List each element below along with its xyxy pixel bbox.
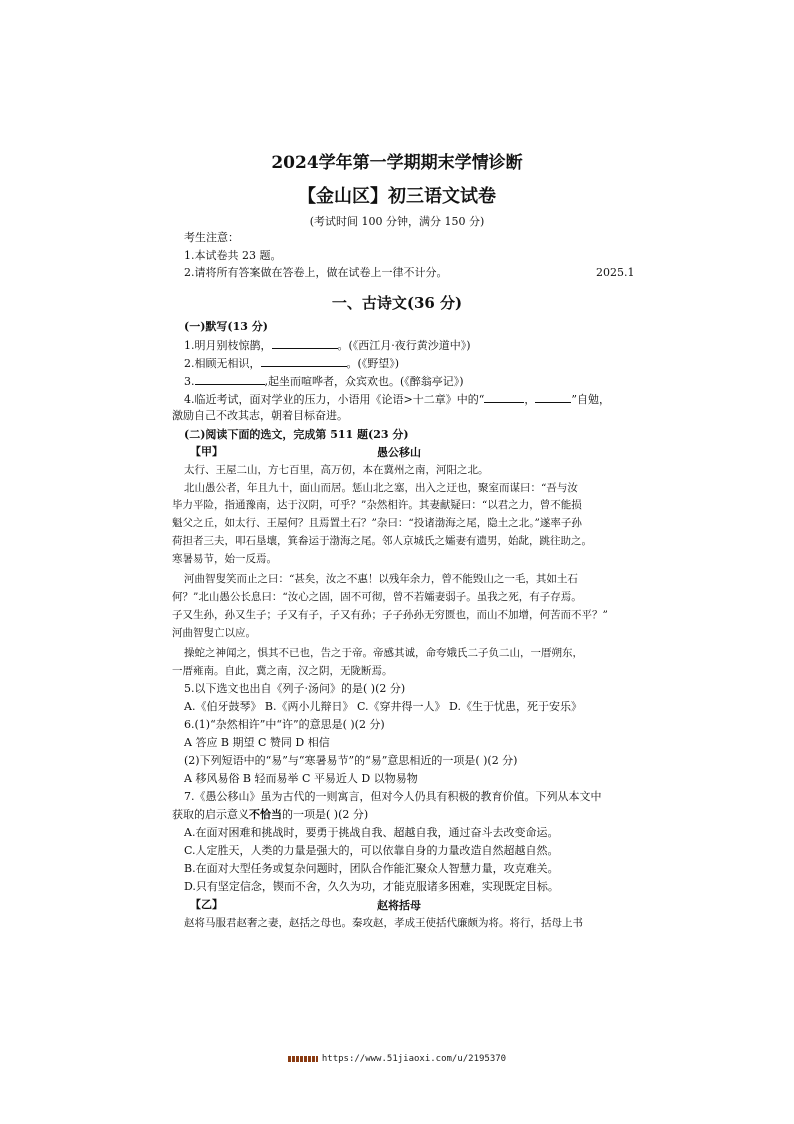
question-7-cont: [172, 807, 368, 823]
q1-prefix: 1.明月别枝惊鹊，: [184, 339, 272, 352]
part1-heading: (一)默写(13 分): [184, 320, 268, 333]
yi-para-1-line-1: 赵将马服君赵奢之妻，赵括之母也。秦攻赵，孝成王使括代廉颇为将。将行，括母上书: [184, 917, 583, 929]
footer-url[interactable]: https://www.51jiaoxi.com/u/2195370: [321, 1054, 507, 1064]
jia-para-3-line-1: 河曲智叟笑而止之曰：“甚矣，汝之不惠！以残年余力，曾不能毁山之一毛，其如土石: [184, 573, 578, 585]
q4-answer-blank-2[interactable]: [535, 391, 571, 403]
passage-yi-title: 赵将括母: [377, 899, 421, 912]
q1-answer-blank[interactable]: [272, 337, 338, 349]
jia-para-4-line-2: 一厝雍南。自此，冀之南，汉之阴，无陇断焉。: [172, 665, 393, 677]
q7-emphasis: 不恰当: [249, 808, 282, 821]
question-7-option-a: A.在面对困难和挑战时，要勇于挑战自我、超越自我，通过奋斗去改变命运。: [184, 826, 559, 839]
notes-heading: 考生注意：: [184, 231, 239, 244]
jia-para-3-line-2: 何？”北山愚公长息曰：“汝心之固，固不可彻，曾不若孀妻弱子。虽我之死，有子存焉。: [172, 591, 582, 603]
question-6-2: (2)下列短语中的“易”与“寒暑易节”的“易”意思相近的一项是( )(2 分): [184, 754, 518, 767]
question-1: [184, 337, 471, 354]
passage-jia-title: 愚公移山: [377, 446, 421, 459]
question-3: [184, 373, 464, 390]
q3-answer-blank[interactable]: [195, 373, 265, 385]
site-logo-icon: [288, 1056, 318, 1062]
question-7-option-b: B.在面对大型任务或复杂问题时，团队合作能汇聚众人智慧力量，攻克难关。: [184, 862, 559, 875]
q1-suffix: 。(《西江月·夜行黄沙道中》): [337, 339, 471, 352]
jia-para-2-line-3: 魁父之丘，如太行、王屋何？且焉置土石？”杂曰：“投诸渤海之尾，隐土之北。”遂率子孙: [172, 517, 582, 529]
q4-suffix: ”自勉，: [571, 393, 610, 406]
question-4-cont: 激励自己不改其志，朝着目标奋进。: [172, 409, 348, 422]
jia-para-2-line-2: 毕力平险，指通豫南，达于汉阴，可乎？”杂然相许。其妻献疑曰：“以君之力，曾不能损: [172, 499, 582, 511]
question-6-1: 6.(1)“杂然相许”中“许”的意思是( )(2 分): [184, 718, 385, 731]
q3-suffix: ,起坐而喧哗者，众宾欢也。(《醉翁亭记》): [264, 375, 464, 388]
question-7-option-d: D.只有坚定信念，锲而不舍，久久为功，才能克服诸多困难，实现既定目标。: [184, 880, 559, 893]
jia-para-2-line-4: 荷担者三夫，叩石垦壤，箕畚运于渤海之尾。邻人京城氏之孀妻有遗男，始龀，跳往助之。: [172, 535, 592, 547]
jia-para-4-line-1: 操蛇之神闻之，惧其不已也，告之于帝。帝感其诚，命夸娥氏二子负二山，一厝朔东，: [184, 647, 583, 659]
note-2: 2.请将所有答案做在答卷上，做在试卷上一律不计分。: [184, 266, 448, 279]
section-title: 一、古诗文(36 分): [331, 294, 463, 312]
note-1: 1.本试卷共 23 题。: [184, 249, 282, 262]
question-6-1-options: A 答应 B 期望 C 赞同 D 相信: [184, 736, 330, 749]
passage-jia-label: 【甲】: [190, 445, 223, 458]
q4-answer-blank-1[interactable]: [484, 391, 524, 403]
q3-prefix: 3.: [184, 375, 195, 388]
q4-comma: ，: [524, 393, 536, 406]
q4-prefix: 4.临近考试，面对学业的压力，小语用《论语>十二章》中的“: [184, 393, 485, 406]
exam-date: 2025.1: [596, 266, 635, 279]
jia-para-2-line-1: 北山愚公者，年且九十，面山而居。惩山北之塞，出入之迂也，聚室而谋曰：“吾与汝: [184, 482, 578, 494]
passage-yi-label: 【乙】: [190, 898, 223, 911]
question-5-options: A.《伯牙鼓琴》 B.《两小儿辩日》 C.《穿井得一人》 D.《生于忧患，死于安乐》: [184, 700, 582, 713]
question-4: [184, 391, 610, 408]
q2-prefix: 2.相顾无相识，: [184, 357, 261, 370]
question-6-2-options: A 移风易俗 B 轻而易举 C 平易近人 D 以物易物: [184, 772, 418, 785]
jia-para-1: 太行、王屋二山，方七百里，高万仞，本在冀州之南，河阳之北。: [184, 464, 489, 476]
q2-answer-blank[interactable]: [261, 355, 347, 367]
question-5: 5.以下选文也出自《列子·汤问》的是( )(2 分): [184, 682, 406, 695]
exam-subtitle: 【金山区】初三语文试卷: [298, 186, 496, 207]
jia-para-3-line-3: 子又生孙，孙又生子；子又有子，子又有孙；子子孙孙无穷匮也，而山不加增，何苦而不平？”: [172, 609, 608, 621]
question-2: [184, 355, 399, 372]
footer: [0, 1054, 794, 1064]
exam-info: (考试时间 100 分钟，满分 150 分): [309, 215, 485, 228]
jia-para-2-line-5: 寒暑易节，始一反焉。: [172, 553, 277, 565]
part2-heading: (二)阅读下面的选文，完成第 511 题(23 分): [184, 428, 409, 441]
q2-suffix: 。(《野望》): [346, 357, 400, 370]
q7-prefix: 获取的启示意义: [172, 808, 249, 821]
jia-para-3-line-4: 河曲智叟亡以应。: [172, 627, 256, 639]
question-7: 7.《愚公移山》虽为古代的一则寓言，但对今人仍具有积极的教育价值。下列从本文中: [184, 790, 602, 803]
exam-title: 2024学年第一学期期末学情诊断: [271, 153, 523, 173]
question-7-option-c: C.人定胜天，人类的力量是强大的，可以依靠自身的力量改造自然超越自然。: [184, 844, 559, 857]
q7-suffix: 的一项是( )(2 分): [282, 808, 369, 821]
